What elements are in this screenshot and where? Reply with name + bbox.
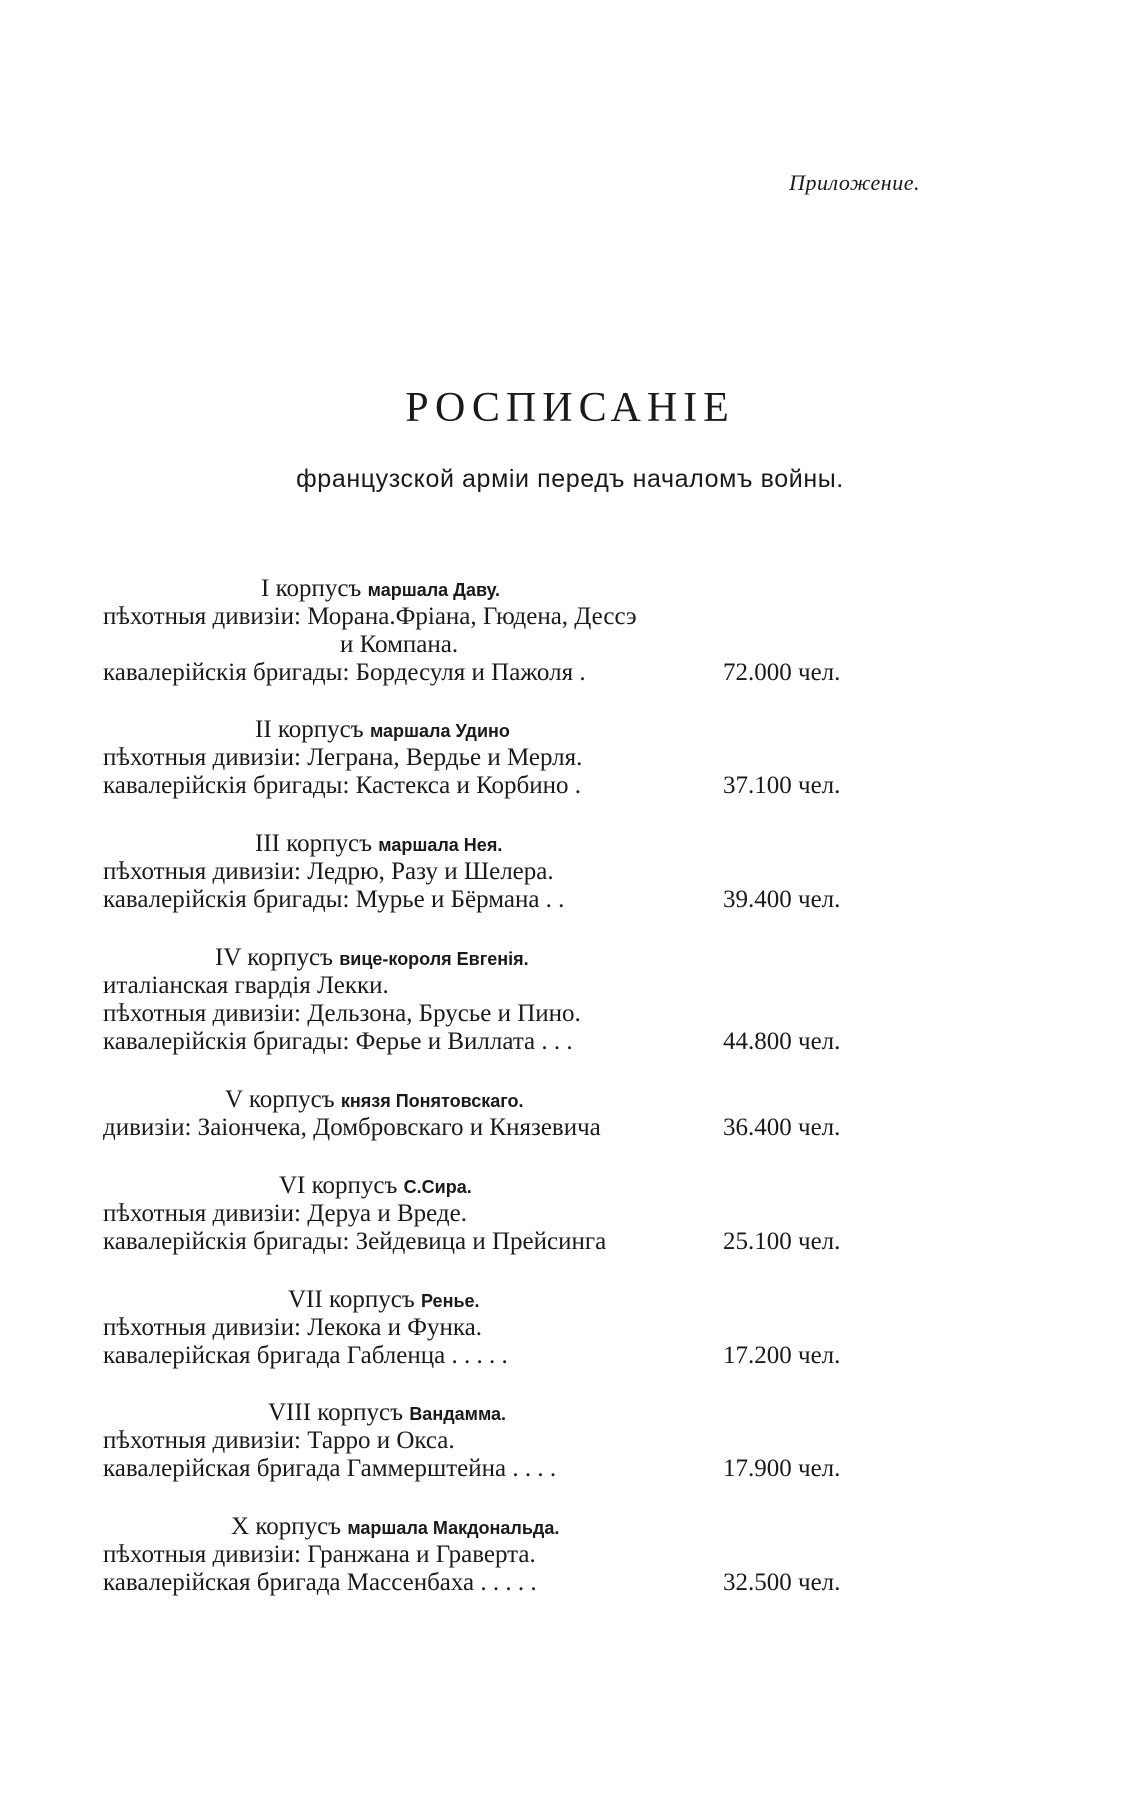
corps-word: корпусъ — [317, 1399, 404, 1426]
corps-heading — [103, 1399, 873, 1427]
corps-line — [103, 1569, 873, 1597]
line-text: пѣхотныя дивизіи: Дельзона, Брусье и Пино. — [103, 1000, 581, 1027]
corps-strength: 17.200 чел. — [723, 1342, 841, 1369]
corps-line — [103, 631, 873, 659]
line-text: кавалерійская бригада Массенбаха . . . . . — [103, 1569, 537, 1596]
line-text: пѣхотныя дивизіи: Лекока и Функа. — [103, 1314, 482, 1341]
line-text: кавалерійская бригада Гаммерштейна . . . . — [103, 1455, 557, 1482]
corps-commander: князя Понятовскаго. — [340, 1091, 524, 1111]
corps-block-8 — [103, 1399, 873, 1483]
corps-numeral: VII — [288, 1286, 323, 1313]
corps-line — [103, 603, 873, 631]
corps-strength: 25.100 чел. — [723, 1228, 841, 1255]
corps-word: корпусъ — [275, 575, 362, 602]
corps-line — [103, 886, 873, 914]
line-text: и Компана. — [340, 631, 459, 658]
corps-word: корпусъ — [286, 830, 373, 857]
appendix-label: Приложение. — [789, 170, 920, 195]
corps-numeral: I — [261, 575, 270, 602]
corps-strength: 72.000 чел. — [723, 659, 841, 686]
corps-block-6 — [103, 1172, 873, 1256]
corps-commander: Ренье. — [421, 1291, 480, 1311]
corps-numeral: II — [255, 716, 272, 743]
corps-heading — [103, 944, 873, 972]
corps-heading — [103, 1286, 873, 1314]
line-text: кавалерійскія бригады: Ферье и Виллата . . . — [103, 1028, 573, 1055]
corps-word: корпусъ — [328, 1286, 415, 1313]
corps-word: корпусъ — [255, 1513, 342, 1540]
corps-line — [103, 1342, 873, 1370]
line-text: кавалерійскія бригады: Мурье и Бёрмана . . — [103, 886, 565, 913]
corps-block-10 — [103, 1513, 873, 1597]
corps-line — [103, 1200, 873, 1228]
corps-commander: С.Сира. — [403, 1177, 472, 1197]
line-text: пѣхотныя дивизіи: Деруа и Вреде. — [103, 1200, 467, 1227]
corps-strength: 39.400 чел. — [723, 886, 841, 913]
line-text: кавалерійскія бригады: Бордесуля и Пажоля . — [103, 659, 586, 686]
corps-commander: маршала Макдональда. — [347, 1518, 560, 1538]
corps-heading — [103, 1513, 873, 1541]
corps-block-1 — [103, 575, 873, 687]
corps-strength: 17.900 чел. — [723, 1455, 841, 1482]
corps-block-4 — [103, 944, 873, 1056]
corps-word: корпусъ — [277, 716, 364, 743]
corps-commander: вице-короля Евгенія. — [339, 949, 529, 969]
corps-line — [103, 772, 873, 800]
corps-heading — [103, 575, 873, 603]
corps-numeral: X — [231, 1513, 250, 1540]
corps-numeral: VIII — [268, 1399, 312, 1426]
line-text: пѣхотныя дивизіи: Тарро и Окса. — [103, 1427, 455, 1454]
corps-commander: Вандамма. — [409, 1404, 507, 1424]
corps-block-3 — [103, 830, 873, 914]
corps-word: корпусъ — [247, 944, 333, 971]
line-text: пѣхотныя дивизіи: Морана.Фріана, Гюдена, Дессэ — [103, 603, 637, 630]
corps-line — [103, 1455, 873, 1483]
corps-line — [103, 1114, 873, 1142]
corps-line — [103, 1314, 873, 1342]
corps-numeral: VI — [279, 1172, 306, 1199]
corps-word: корпусъ — [311, 1172, 398, 1199]
line-text: кавалерійскія бригады: Кастекса и Корбино . — [103, 772, 582, 799]
corps-numeral: IV — [215, 944, 241, 971]
corps-line — [103, 744, 873, 772]
corps-commander: маршала Даву. — [367, 580, 501, 600]
line-text: кавалерійская бригада Габленца . . . . . — [103, 1342, 508, 1369]
corps-line — [103, 1541, 873, 1569]
corps-line — [103, 1028, 873, 1056]
corps-line — [103, 659, 873, 687]
corps-block-7 — [103, 1286, 873, 1370]
document-subtitle: французской арміи передъ началомъ войны. — [296, 465, 844, 493]
corps-line — [103, 1000, 873, 1028]
corps-line — [103, 972, 873, 1000]
corps-commander: маршала Удино — [369, 721, 510, 741]
corps-strength: 37.100 чел. — [723, 772, 841, 799]
corps-numeral: III — [255, 830, 280, 857]
line-text: пѣхотныя дивизіи: Леграна, Вердье и Мерля. — [103, 744, 583, 771]
line-text: пѣхотныя дивизіи: Ледрю, Разу и Шелера. — [103, 858, 554, 885]
corps-heading — [103, 1172, 873, 1200]
corps-strength: 36.400 чел. — [723, 1114, 841, 1141]
corps-heading — [103, 716, 873, 744]
corps-strength: 44.800 чел. — [723, 1028, 841, 1055]
corps-numeral: V — [225, 1086, 243, 1113]
line-text: дивизіи: Заіончека, Домбровскаго и Князевича — [103, 1114, 601, 1141]
line-text: италіанская гвардія Лекки. — [103, 972, 389, 999]
corps-strength: 32.500 чел. — [723, 1569, 841, 1596]
line-text: кавалерійскія бригады: Зейдевица и Прейсинга — [103, 1228, 607, 1255]
line-text: пѣхотныя дивизіи: Гранжана и Граверта. — [103, 1541, 536, 1568]
corps-heading — [103, 830, 873, 858]
corps-block-2 — [103, 716, 873, 800]
document-title: РОСПИСАНІЕ — [405, 385, 735, 431]
corps-heading — [103, 1086, 873, 1114]
corps-line — [103, 1228, 873, 1256]
corps-word: корпусъ — [248, 1086, 335, 1113]
corps-block-5 — [103, 1086, 873, 1142]
corps-line — [103, 858, 873, 886]
corps-commander: маршала Нея. — [378, 835, 503, 855]
corps-line — [103, 1427, 873, 1455]
